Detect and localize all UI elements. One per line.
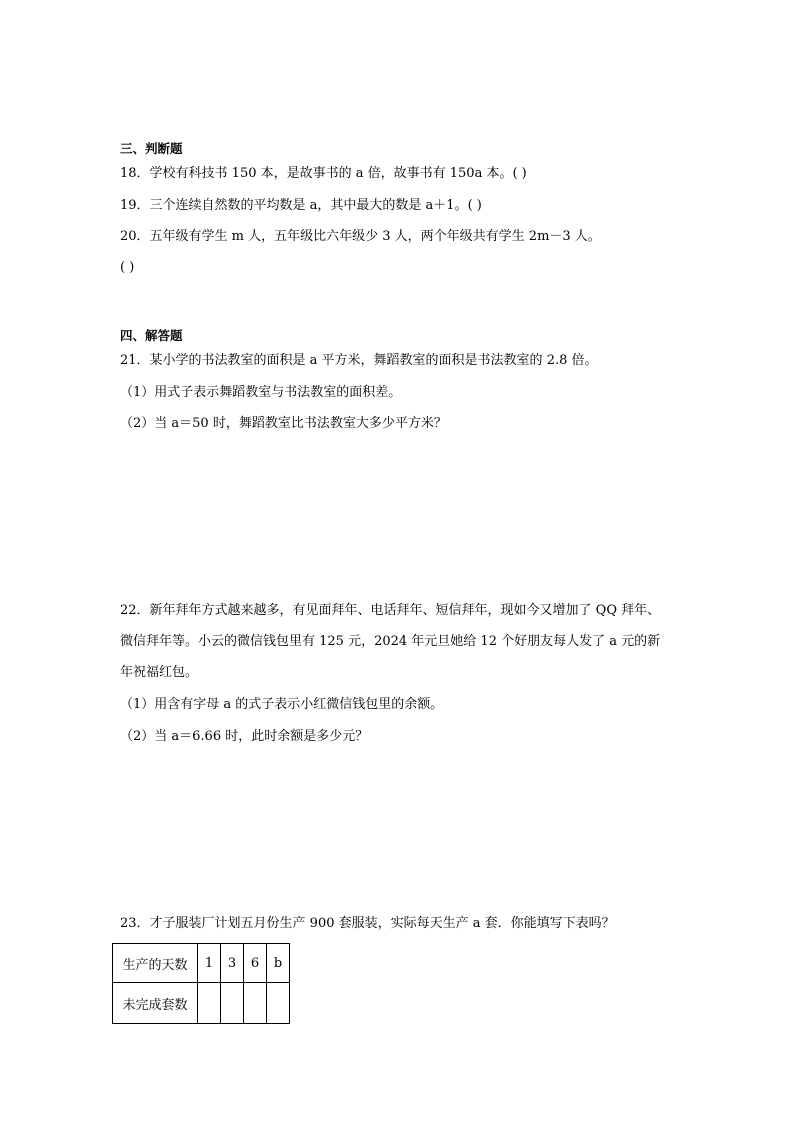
question-20-line-1: 20．五年级有学生 m 人，五年级比六年级少 3 人，两个年级共有学生 2m－3 人。	[120, 229, 601, 244]
question-22-line-2: 微信拜年等。小云的微信钱包里有 125 元，2024 年元旦她给 12 个好朋友每人发了 a 元的新	[120, 634, 661, 649]
question-21-part-1: （1）用式子表示舞蹈教室与书法教室的面积差。	[120, 385, 402, 400]
question-20-answer-blank: ( )	[120, 260, 135, 275]
remaining-answer-cell[interactable]	[221, 983, 244, 1024]
days-cell: 3	[221, 944, 244, 983]
days-label-cell: 生产的天数	[113, 944, 198, 983]
remaining-answer-cell[interactable]	[198, 983, 221, 1024]
section-3-heading: 三、判断题	[120, 141, 183, 156]
days-cell: b	[267, 944, 290, 983]
question-21-part-2: （2）当 a＝50 时，舞蹈教室比书法教室大多少平方米？	[120, 416, 447, 431]
table-row	[113, 983, 290, 1024]
question-22-part-2: （2）当 a＝6.66 时，此时余额是多少元？	[120, 729, 369, 744]
remaining-label-cell: 未完成套数	[113, 983, 198, 1024]
question-22-line-3: 年祝福红包。	[120, 665, 199, 680]
remaining-answer-cell[interactable]	[244, 983, 267, 1024]
question-19: 19．三个连续自然数的平均数是 a，其中最大的数是 a＋1。( )	[120, 198, 482, 213]
days-cell: 1	[198, 944, 221, 983]
question-22-part-1: （1）用含有字母 a 的式子表示小红微信钱包里的余额。	[120, 697, 444, 712]
table-row	[113, 944, 290, 983]
production-table	[112, 943, 290, 1024]
question-21: 21．某小学的书法教室的面积是 a 平方米，舞蹈教室的面积是书法教室的 2.8 倍。	[120, 353, 598, 368]
days-cell: 6	[244, 944, 267, 983]
question-18: 18．学校有科技书 150 本，是故事书的 a 倍，故事书有 150a 本。( )	[120, 166, 527, 181]
remaining-answer-cell[interactable]	[267, 983, 290, 1024]
question-22-line-1: 22．新年拜年方式越来越多，有见面拜年、电话拜年、短信拜年，现如今又增加了 QQ 拜年、	[120, 603, 661, 618]
question-23: 23．才子服装厂计划五月份生产 900 套服装，实际每天生产 a 套．你能填写下表吗？	[120, 916, 615, 931]
section-4-heading: 四、解答题	[120, 328, 183, 343]
